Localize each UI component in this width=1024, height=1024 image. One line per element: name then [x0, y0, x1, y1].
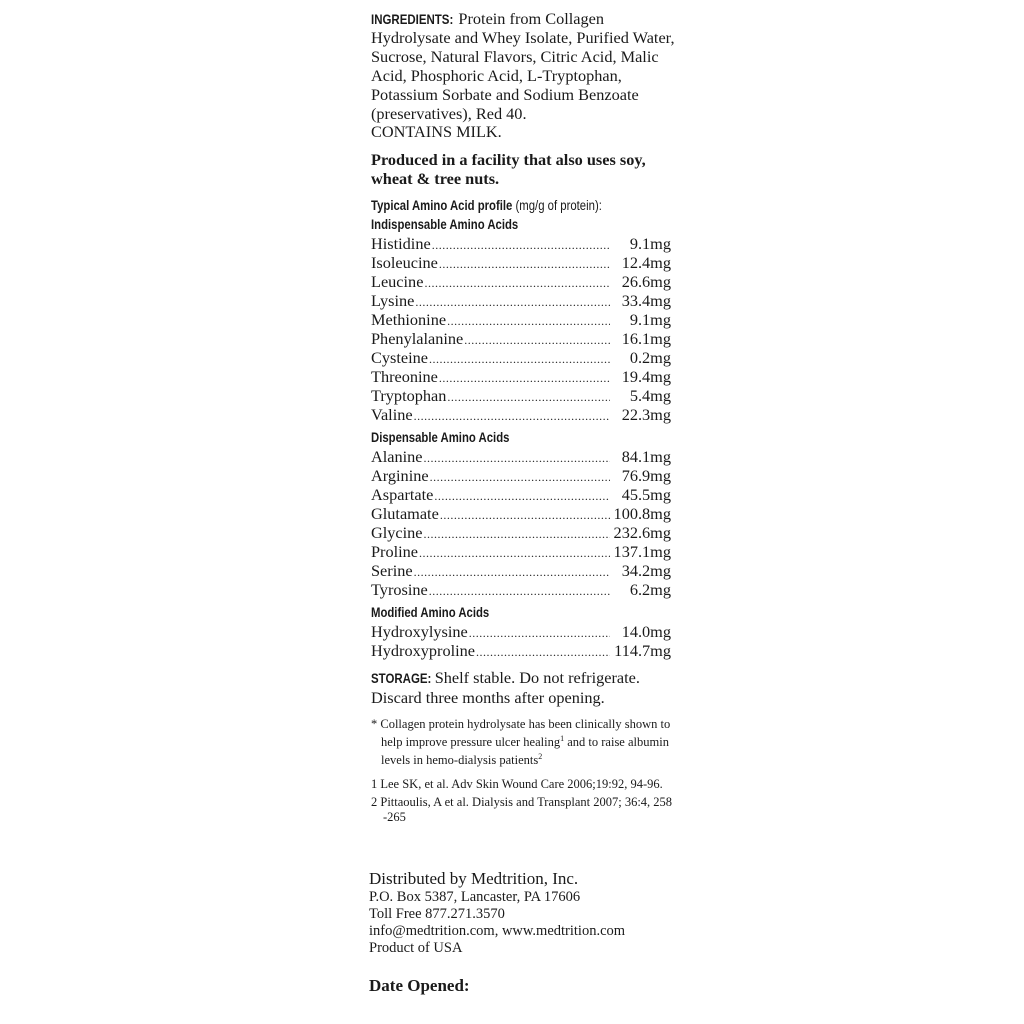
amino-section-title: Indispensable Amino Acids — [371, 217, 519, 233]
amino-value: 45.5mg — [621, 485, 671, 505]
amino-row — [371, 272, 671, 291]
amino-list — [371, 234, 671, 424]
storage-heading: STORAGE: — [371, 670, 432, 687]
amino-row — [371, 504, 671, 523]
amino-value: 5.4mg — [629, 386, 671, 406]
date-opened-label: Date Opened: — [369, 976, 470, 995]
amino-value: 22.3mg — [621, 405, 671, 425]
amino-row — [371, 329, 671, 348]
ingredients-heading: INGREDIENTS: — [371, 11, 454, 27]
amino-value: 33.4mg — [621, 291, 671, 311]
dot-leader — [419, 544, 610, 563]
dot-leader — [414, 563, 610, 582]
amino-name: Threonine — [371, 367, 438, 387]
dot-leader — [424, 274, 610, 293]
dot-leader — [447, 388, 610, 407]
dot-leader — [429, 350, 610, 369]
amino-value: 16.1mg — [621, 329, 671, 349]
amino-row — [371, 310, 671, 329]
amino-name: Aspartate — [371, 485, 434, 505]
amino-list — [371, 447, 671, 599]
references — [371, 777, 676, 824]
amino-value: 9.1mg — [629, 234, 671, 254]
amino-row — [371, 367, 671, 386]
amino-row — [371, 561, 671, 580]
dot-leader — [432, 236, 610, 255]
storage-block — [371, 668, 676, 707]
dot-leader — [430, 468, 610, 487]
footnote-sup-a: 1 — [560, 733, 565, 743]
amino-value: 232.6mg — [613, 523, 671, 543]
product-label — [371, 10, 676, 827]
amino-value: 14.0mg — [621, 622, 671, 642]
amino-row — [371, 405, 671, 424]
footnote-sup-b: 2 — [538, 751, 543, 761]
dot-leader — [440, 506, 610, 525]
clinical-footnote — [371, 717, 681, 767]
amino-value: 0.2mg — [629, 348, 671, 368]
dot-leader — [447, 312, 610, 331]
amino-name: Histidine — [371, 234, 431, 254]
amino-row — [371, 523, 671, 542]
amino-value: 34.2mg — [621, 561, 671, 581]
ingredients-text: Protein from Collagen Hydrolysate and Whey Isolate, Purified Water, Sucrose, Natural Flavors, Citric Acid, Malic Acid, Phosphoric Acid, L-Tryptophan, Potassium Sorbate and Sodium Benzoate (preservatives), Red 40. — [371, 9, 675, 123]
amino-name: Leucine — [371, 272, 424, 292]
reference-item: 1 Lee SK, et al. Adv Skin Wound Care 2006;19:92, 94-96. — [371, 777, 663, 792]
dot-leader — [469, 624, 610, 643]
ingredients-block — [371, 10, 676, 142]
dot-leader — [476, 643, 610, 662]
amino-name: Cysteine — [371, 348, 428, 368]
amino-name: Serine — [371, 561, 413, 581]
amino-row — [371, 253, 671, 272]
amino-row — [371, 348, 671, 367]
amino-row — [371, 447, 671, 466]
amino-row — [371, 622, 671, 641]
amino-value: 84.1mg — [621, 447, 671, 467]
amino-row — [371, 485, 671, 504]
amino-value: 26.6mg — [621, 272, 671, 292]
amino-value: 76.9mg — [621, 466, 671, 486]
amino-name: Glycine — [371, 523, 423, 543]
amino-acid-profile — [371, 196, 676, 660]
amino-value: 114.7mg — [614, 641, 671, 661]
amino-name: Hydroxyproline — [371, 641, 475, 661]
facility-warning: Produced in a facility that also uses soy, wheat & tree nuts. — [371, 150, 646, 189]
amino-name: Hydroxylysine — [371, 622, 468, 642]
amino-row — [371, 641, 671, 660]
amino-name: Isoleucine — [371, 253, 438, 273]
product-origin: Product of USA — [369, 940, 463, 956]
storage-text: Shelf stable. Do not refrigerate. Discard three months after opening. — [371, 668, 640, 708]
amino-row — [371, 234, 671, 253]
footnote-text-b: and to raise albumin levels in hemo-dialysis patients — [381, 735, 669, 767]
amino-row — [371, 386, 671, 405]
dot-leader — [424, 525, 610, 544]
allergen-contains: CONTAINS MILK. — [371, 122, 502, 142]
amino-value: 6.2mg — [629, 580, 671, 600]
amino-section-title: Modified Amino Acids — [371, 605, 490, 621]
amino-name: Valine — [371, 405, 413, 425]
amino-name: Phenylalanine — [371, 329, 464, 349]
dot-leader — [464, 331, 610, 350]
amino-name: Methionine — [371, 310, 447, 330]
amino-name: Arginine — [371, 466, 429, 486]
amino-name: Tyrosine — [371, 580, 428, 600]
amino-value: 100.8mg — [613, 504, 671, 524]
amino-name: Tryptophan — [371, 386, 447, 406]
distributor-title: Distributed by Medtrition, Inc. — [369, 869, 579, 888]
distributor-address: P.O. Box 5387, Lancaster, PA 17606 — [369, 889, 581, 905]
amino-value: 19.4mg — [621, 367, 671, 387]
amino-name: Proline — [371, 542, 419, 562]
amino-row — [371, 466, 671, 485]
amino-row — [371, 542, 671, 561]
amino-name: Alanine — [371, 447, 423, 467]
dot-leader — [434, 487, 610, 506]
amino-row — [371, 580, 671, 599]
distributor-contact: info@medtrition.com, www.medtrition.com — [369, 923, 626, 939]
footnote-marker: * — [371, 717, 378, 732]
amino-profile-title: Typical Amino Acid profile — [371, 198, 513, 214]
reference-item: 2 Pittaoulis, A et al. Dialysis and Transplant 2007; 36:4, 258 -265 — [371, 795, 673, 824]
amino-value: 12.4mg — [621, 253, 671, 273]
footnote-text-a: Collagen protein hydrolysate has been clinically shown to help improve pressure ulcer healing — [380, 717, 671, 750]
amino-profile-unit: (mg/g of protein): — [515, 198, 602, 214]
dot-leader — [414, 407, 610, 426]
distributor-block — [369, 869, 689, 957]
amino-value: 137.1mg — [613, 542, 671, 562]
amino-section-title: Dispensable Amino Acids — [371, 430, 510, 446]
dot-leader — [439, 369, 610, 388]
amino-name: Glutamate — [371, 504, 439, 524]
dot-leader — [429, 582, 610, 601]
distributor-phone: Toll Free 877.271.3570 — [369, 906, 505, 922]
amino-profile-heading — [371, 196, 602, 215]
amino-name: Lysine — [371, 291, 415, 311]
amino-value: 9.1mg — [629, 310, 671, 330]
dot-leader — [439, 255, 610, 274]
amino-list — [371, 622, 671, 660]
dot-leader — [424, 449, 610, 468]
amino-row — [371, 291, 671, 310]
